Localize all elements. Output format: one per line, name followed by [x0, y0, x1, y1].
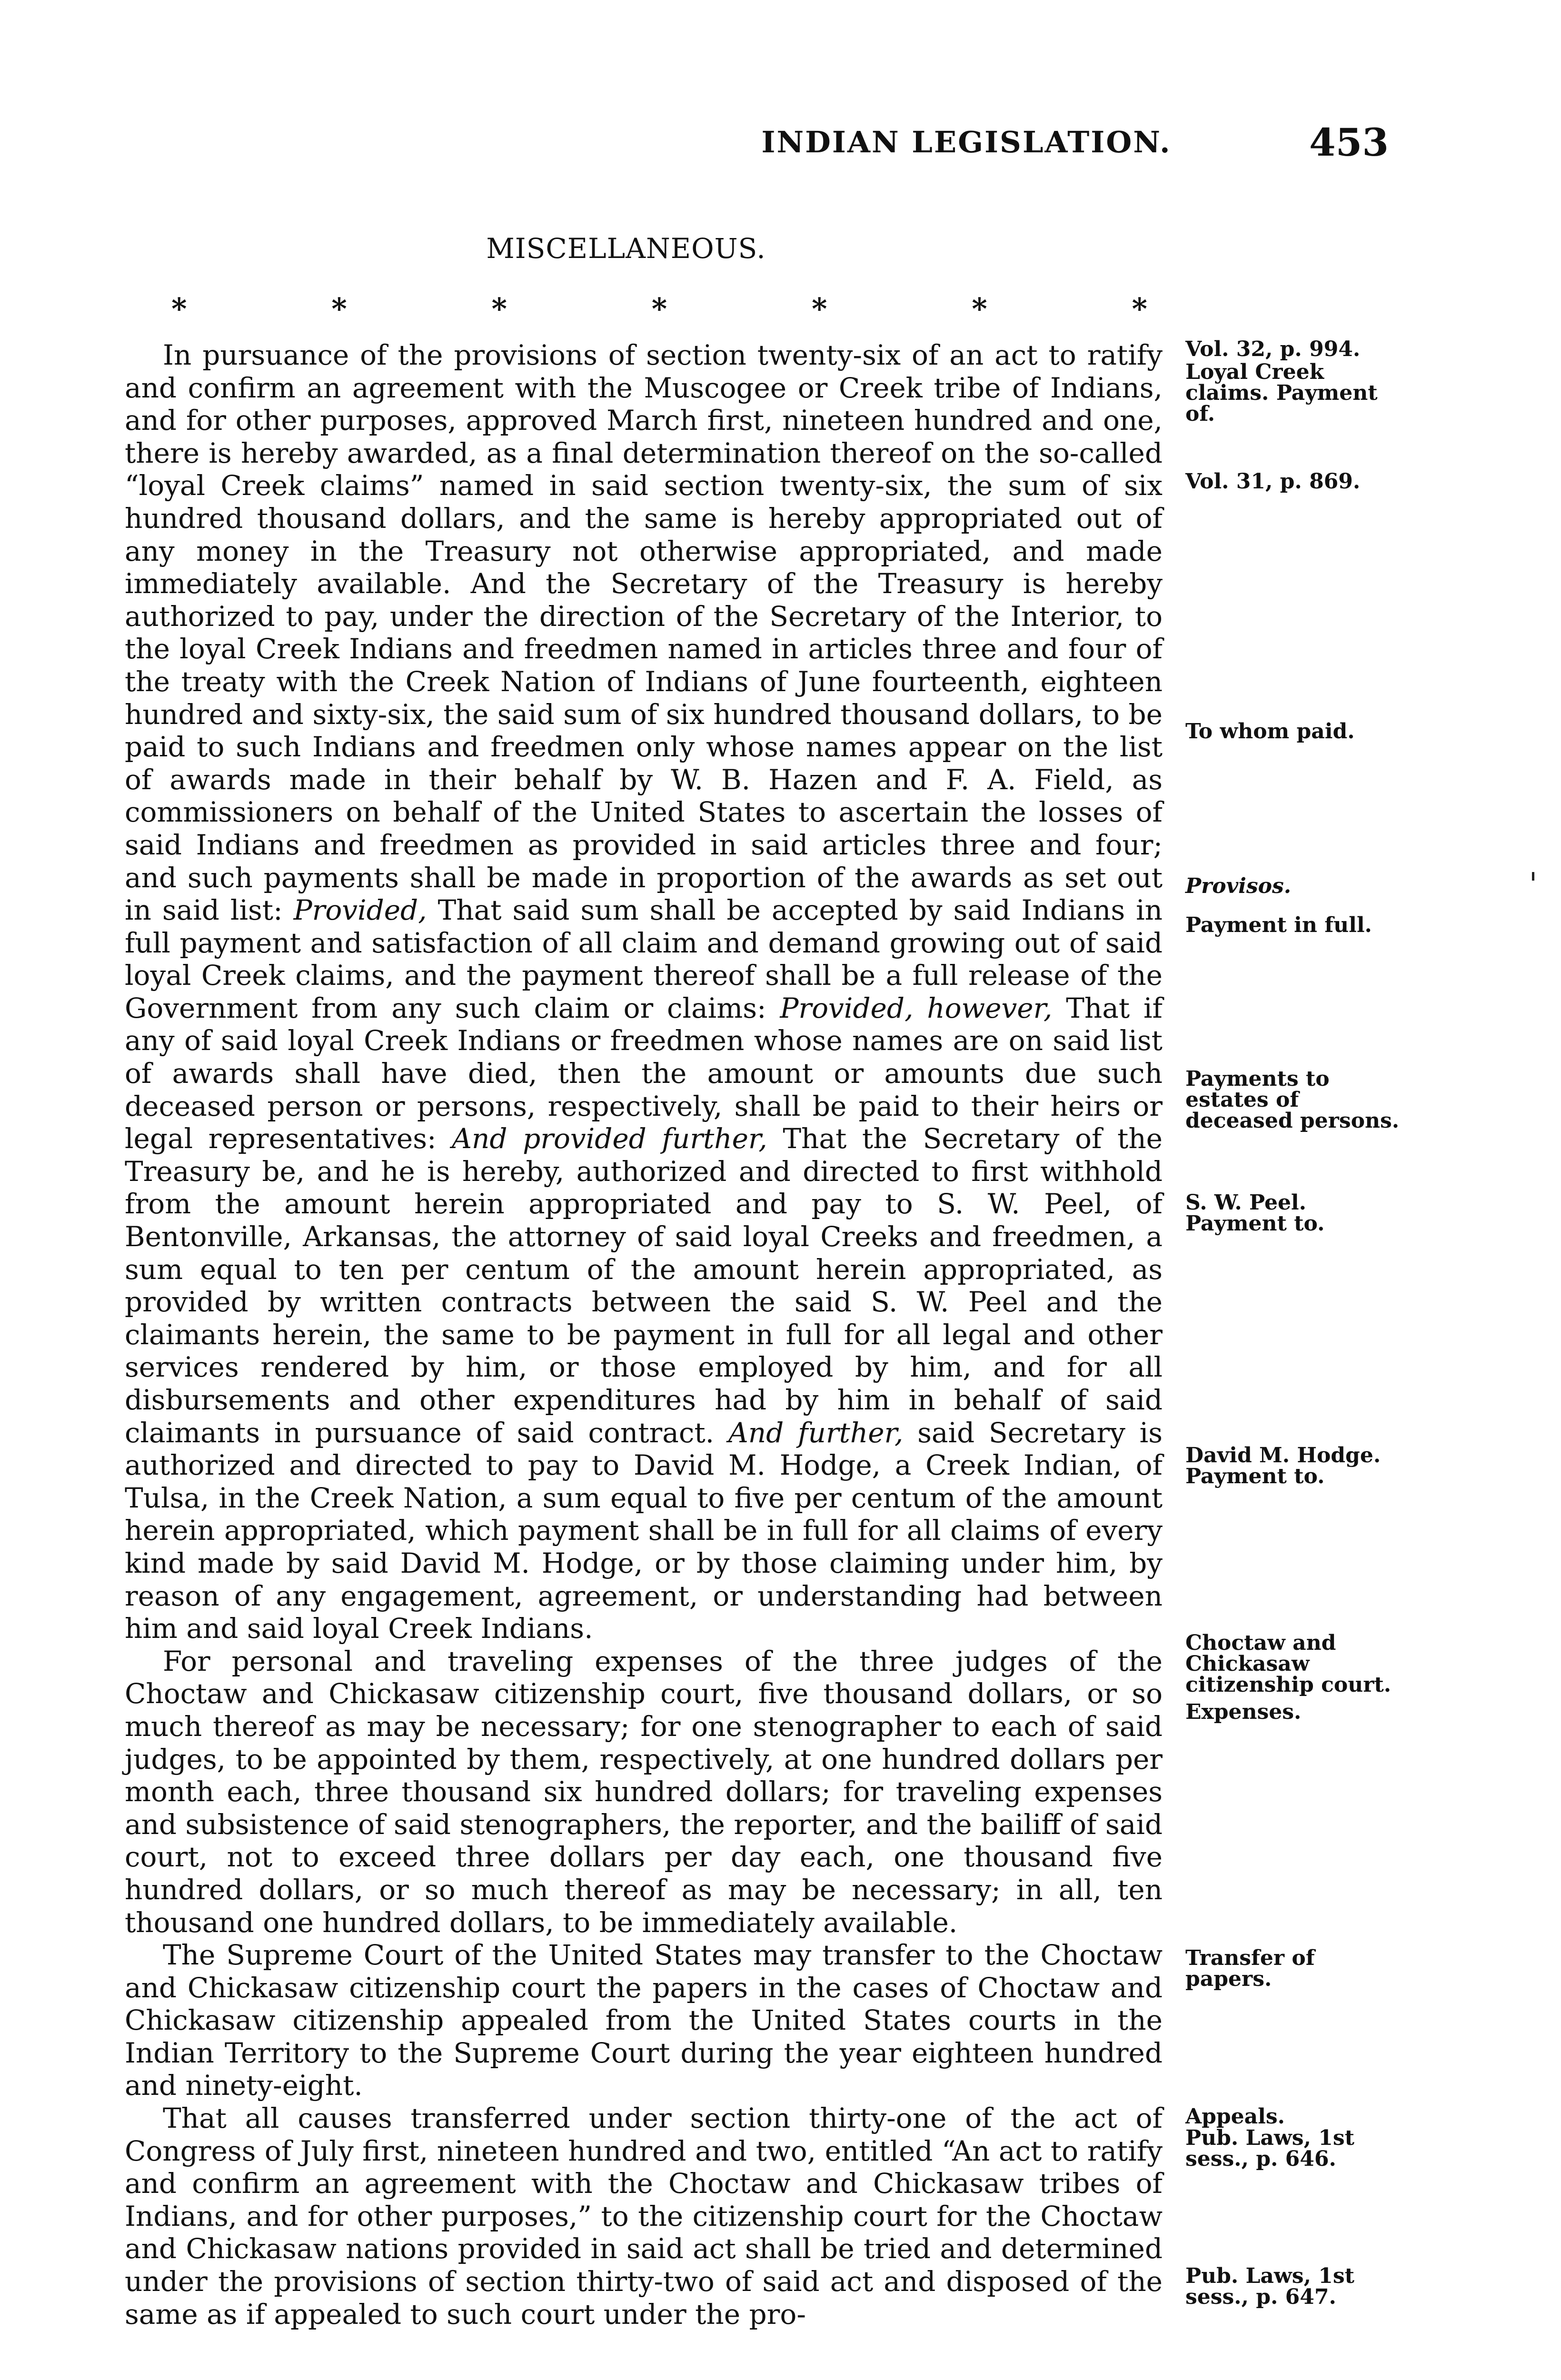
asterisk: *: [651, 291, 667, 326]
margin-note-david-m-hodge: David M. Hodge. Payment to.: [1185, 1443, 1381, 1488]
margin-note-vol31: Vol. 31, p. 869.: [1185, 469, 1361, 494]
asterisk-ellipsis: [171, 291, 1147, 326]
asterisk: *: [972, 291, 987, 326]
paragraph-transfer-of-papers: The Supreme Court of the United States may transfer to the Choctaw and Chickasaw citizenship court the papers in the cases of Choctaw and Chickasaw citizenship appealed from the United States courts in the Indian Territory to the Supreme Court during the year eighteen hundred and ninety-eight.: [125, 1939, 1163, 2102]
margin-note-transfer-of-papers: Transfer of papers.: [1185, 1946, 1315, 1991]
margin-note-s-w-peel: S. W. Peel. Payment to.: [1185, 1190, 1325, 1236]
margin-note-vol32: Vol. 32, p. 994.: [1185, 337, 1361, 361]
stray-ink-mark: [1532, 872, 1534, 881]
asterisk: *: [812, 291, 827, 326]
asterisk: *: [331, 291, 347, 326]
italic-proviso: Provided, however,: [780, 992, 1053, 1024]
margin-note-provisos: [1185, 876, 1404, 897]
margin-note-provisos-text: Provisos.: [1185, 874, 1292, 898]
margin-note-payments-to-estates: Payments to estates of deceased persons.: [1185, 1067, 1400, 1133]
paragraph-loyal-creek-claims: [125, 339, 1163, 1645]
margin-note-expenses: Expenses.: [1185, 1700, 1302, 1724]
text-run: That if any of said loyal Creek Indians or freedmen whose names are on said list of awards shall have died, then the amount or amounts due such deceased person or persons, respectively, shall be paid to their heirs or legal representatives:: [125, 992, 1163, 1155]
asterisk: *: [491, 291, 507, 326]
margin-note-to-whom-paid: To whom paid.: [1185, 719, 1355, 744]
asterisk: *: [1132, 291, 1147, 326]
page-number: 453: [1309, 120, 1389, 165]
text-run: In pursuance of the provisions of section twenty-six of an act to ratify and confirm an agreement with the Muscogee or Creek tribe of Indians, and for other purposes, approved March first, nineteen hundred and one, there is hereby awarded, as a final determination thereof on the so-called “loyal Creek claims” named in said section twenty-six, the sum of six hundred thousand dollars, and the same is hereby appropriated out of any money in the Treasury not otherwise appropriated, and made immediately available. And the Secretary of the Treasury is hereby authorized to pay, under the direction of the Secretary of the Interior, to the loyal Creek Indians and freedmen named in articles three and four of the treaty with the Creek Nation of Indians of June fourteenth, eighteen hundred and sixty-six, the said sum of six hundred thousand dollars, to be paid to such Indians and freedmen only whose names appear on the list of awards made in their behalf by W. B. Hazen and F. A. Field, as commissioners on behalf of the United States to ascertain the losses of said Indians and freedmen as provided in said articles three and four; and such payments shall be made in proportion of the awards as set out in said list:: [125, 339, 1163, 927]
running-head: INDIAN LEGISLATION.: [761, 125, 1172, 159]
margin-note-pub-laws-646: Pub. Laws, 1st sess., p. 646.: [1185, 2126, 1354, 2171]
margin-note-pub-laws-647: Pub. Laws, 1st sess., p. 647.: [1185, 2264, 1354, 2309]
body-text: [125, 339, 1163, 2330]
margin-note-appeals: Appeals.: [1185, 2104, 1285, 2129]
text-run: That the Secretary of the Treasury be, and he is hereby, authorized and directed to first withhold from the amount herein appropriated and pay to S. W. Peel, of Bentonville, Arkansas, the attorney of said loyal Creeks and freedmen, a sum equal to ten per centum of the amount herein appropriated, as provided by written contracts between the said S. W. Peel and the claimants herein, the same to be payment in full for all legal and other services rendered by him, or those employed by him, and for all disbursements and other expenditures had by him in behalf of said claimants in pursuance of said contract.: [125, 1122, 1163, 1449]
margin-note-payment-in-full: Payment in full.: [1185, 913, 1372, 937]
text-run: said Secretary is authorized and directed to pay to David M. Hodge, a Creek Indian, of Tulsa, in the Creek Nation, a sum equal to five per centum of the amount herein appropriated, which payment shall be in full for all claims of every kind made by said David M. Hodge, or by those claiming under him, by reason of any engagement, agreement, or understanding had between him and said loyal Creek Indians.: [125, 1416, 1163, 1645]
italic-proviso: And provided further,: [452, 1122, 767, 1155]
italic-proviso: And further,: [728, 1416, 904, 1449]
italic-proviso: Provided,: [293, 894, 427, 927]
paragraph-citizenship-court-expenses: For personal and traveling expenses of the three judges of the Choctaw and Chickasaw citizenship court, five thousand dollars, or so much thereof as may be necessary; for one stenographer to each of said judges, to be appointed by them, respectively, at one hundred dollars per month each, three thousand six hundred dollars; for traveling expenses and subsistence of said stenographers, the reporter, and the bailiff of said court, not to exceed three dollars per day each, one thousand five hundred dollars, or so much thereof as may be necessary; in all, ten thousand one hundred dollars, to be immediately available.: [125, 1645, 1163, 1939]
asterisk: *: [171, 291, 187, 326]
section-heading: MISCELLANEOUS.: [486, 232, 766, 265]
paragraph-appeals: That all causes transferred under section thirty-one of the act of Congress of July first, nineteen hundred and two, entitled “An act to ratify and confirm an agreement with the Choctaw and Chickasaw tribes of Indians, and for other purposes,” to the citizenship court for the Choctaw and Chickasaw nations provided in said act shall be tried and determined under the provisions of section thirty-two of said act and disposed of the same as if appealed to such court under the pro-: [125, 2102, 1163, 2330]
text-run: That said sum shall be accepted by said Indians in full payment and satisfaction of all claim and demand growing out of said loyal Creek claims, and the payment thereof shall be a full release of the Government from any such claim or claims:: [125, 894, 1163, 1024]
margin-note-choctaw-chickasaw-court: Choctaw and Chickasaw citizenship court.: [1185, 1631, 1392, 1697]
margin-note-loyal-creek-claims: Loyal Creek claims. Payment of.: [1185, 360, 1378, 426]
